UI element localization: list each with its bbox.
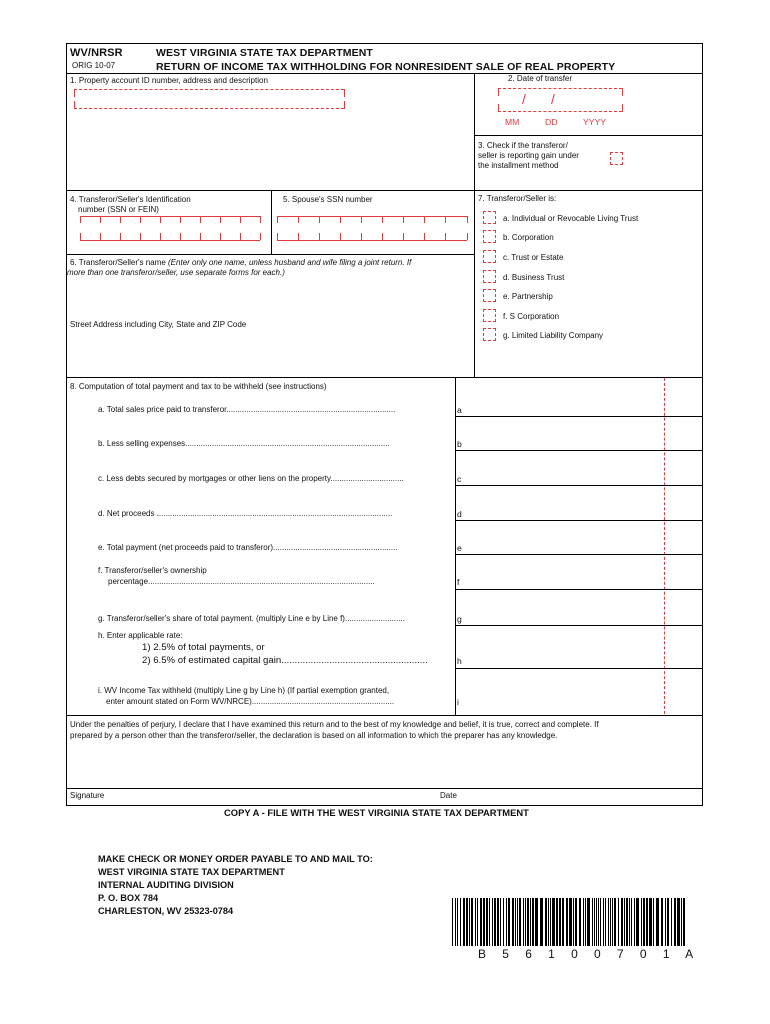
rule-section6: [66, 254, 474, 255]
amount-column-guide: [664, 378, 665, 714]
checkbox-corporation[interactable]: [483, 230, 496, 243]
form-title: RETURN OF INCOME TAX WITHHOLDING FOR NONRESIDENT SALE OF REAL PROPERTY: [156, 61, 616, 73]
line-d-input[interactable]: [470, 497, 660, 519]
seller-id-label-2: number (SSN or FEIN): [78, 205, 159, 214]
line-f-rule: [455, 589, 703, 590]
rule-date: [474, 135, 703, 136]
date-dd-label: DD: [545, 117, 558, 127]
rule-section8: [66, 377, 703, 378]
line-i-input[interactable]: [470, 688, 660, 710]
seller-type-d: d. Business Trust: [503, 273, 565, 282]
installment-label-2: seller is reporting gain under: [478, 151, 579, 160]
transfer-date-label: 2. Date of transfer: [508, 74, 573, 83]
checkbox-trust-estate[interactable]: [483, 250, 496, 263]
rule-declaration: [66, 715, 703, 716]
seller-id-label-1: 4. Transferor/Seller's Identification: [70, 195, 191, 204]
rule-signature: [66, 788, 703, 789]
barcode-graphic: [450, 898, 690, 948]
form-revision: ORIG 10-07: [72, 61, 116, 70]
date-label: Date: [440, 791, 457, 800]
line-h-letter: h: [457, 656, 462, 666]
line-b-letter: b: [457, 439, 462, 449]
line-d-label: d. Net proceeds ..........................................................................................................: [98, 509, 393, 518]
line-f-label-1: f. Transferor/seller's ownership: [98, 566, 207, 575]
line-h-label-2: 1) 2.5% of total payments, or: [142, 642, 265, 653]
line-g-input[interactable]: [470, 601, 660, 623]
date-slash-1: /: [522, 91, 526, 107]
seller-type-e: e. Partnership: [503, 292, 553, 301]
line-d-rule: [455, 520, 703, 521]
line-d-letter: d: [457, 509, 462, 519]
line-b-input[interactable]: [470, 427, 660, 449]
line-h-label-3: 2) 6.5% of estimated capital gain.......................................................: [142, 655, 428, 666]
line-c-label: c. Less debts secured by mortgages or other liens on the property.................................: [98, 474, 404, 483]
checkbox-business-trust[interactable]: [483, 270, 496, 283]
line-i-letter: i: [457, 697, 459, 707]
seller-name-note: more than one transferor/seller, use separate forms for each.): [67, 268, 285, 277]
rule-section4: [66, 190, 703, 191]
mail-to-line-3: INTERNAL AUDITING DIVISION: [98, 880, 234, 890]
date-signed-field[interactable]: [495, 745, 695, 785]
line-i-label-1: i. WV Income Tax withheld (multiply Line g by Line h) (If partial exemption granted,: [98, 686, 390, 695]
seller-type-g: g. Limited Liability Company: [503, 331, 604, 340]
line-h-input[interactable]: [470, 644, 660, 666]
checkbox-llc[interactable]: [483, 328, 496, 341]
line-f-input[interactable]: [470, 565, 660, 587]
seller-type-b: b. Corporation: [503, 233, 554, 242]
line-h-label-1: h. Enter applicable rate:: [98, 631, 183, 640]
date-yyyy-label: YYYY: [583, 117, 606, 127]
line-a-rule: [455, 416, 703, 417]
mail-to-line-4: P. O. BOX 784: [98, 893, 159, 903]
spouse-ssn-label: 5. Spouse's SSN number: [283, 195, 373, 204]
line-b-rule: [455, 450, 703, 451]
installment-label-1: 3. Check if the transferor/: [478, 141, 568, 150]
line-c-letter: c: [457, 474, 462, 484]
line-f-letter: f: [457, 577, 460, 587]
line-c-rule: [455, 485, 703, 486]
line-a-letter: a: [457, 405, 462, 415]
copy-notice: COPY A - FILE WITH THE WEST VIRGINIA STATE TAX DEPARTMENT: [224, 807, 529, 818]
line-a-input[interactable]: [470, 393, 660, 415]
installment-checkbox[interactable]: [610, 152, 623, 165]
line-h-rule: [455, 668, 703, 669]
signature-field[interactable]: [70, 745, 490, 785]
checkbox-partnership[interactable]: [483, 289, 496, 302]
line-e-input[interactable]: [470, 531, 660, 553]
rule-header: [66, 73, 703, 74]
line-g-letter: g: [457, 614, 462, 624]
seller-is-label: 7. Transferor/Seller is:: [478, 194, 557, 203]
barcode-text: B 5 6 1 0 0 7 0 1 A: [478, 947, 697, 961]
seller-type-a: a. Individual or Revocable Living Trust: [503, 214, 639, 223]
seller-type-c: c. Trust or Estate: [503, 253, 564, 262]
checkbox-s-corporation[interactable]: [483, 309, 496, 322]
rule-letter-col: [455, 377, 456, 715]
declaration-text-2: prepared by a person other than the transferor/seller, the declaration is based on all information to which the preparer has any knowledge.: [70, 731, 558, 740]
line-i-label-2: enter amount stated on Form WV/NRCE)................................................................: [106, 697, 395, 706]
signature-label: Signature: [70, 791, 105, 800]
declaration-text-1: Under the penalties of perjury, I declare that I have examined this return and to the best of my knowledge and belief, it is true, correct and complete. If: [70, 720, 599, 729]
line-e-letter: e: [457, 543, 462, 553]
mail-to-line-5: CHARLESTON, WV 25323-0784: [98, 906, 234, 916]
installment-label-3: the installment method: [478, 161, 559, 170]
rule-right-column: [474, 73, 475, 378]
line-c-input[interactable]: [470, 462, 660, 484]
line-g-rule: [455, 625, 703, 626]
checkbox-individual[interactable]: [483, 211, 496, 224]
property-label: 1. Property account ID number, address and description: [70, 76, 268, 85]
date-slash-2: /: [551, 91, 555, 107]
line-f-label-2: percentage......................................................................................................: [108, 577, 375, 586]
mail-to-line-2: WEST VIRGINIA STATE TAX DEPARTMENT: [98, 867, 285, 877]
line-g-label: g. Transferor/seller's share of total payment. (multiply Line e by Line f)...........................: [98, 614, 405, 623]
line-a-label: a. Total sales price paid to transferor............................................................................: [98, 405, 396, 414]
seller-type-f: f. S Corporation: [503, 312, 560, 321]
line-e-rule: [455, 554, 703, 555]
computation-heading: 8. Computation of total payment and tax to be withheld (see instructions): [70, 382, 327, 391]
form-id: WV/NRSR: [70, 47, 123, 59]
line-b-label: b. Less selling expenses............................................................................................: [98, 439, 390, 448]
line-e-label: e. Total payment (net proceeds paid to transferor)........................................................: [98, 543, 398, 552]
rule-ssn-split: [271, 190, 272, 254]
date-mm-label: MM: [505, 117, 520, 127]
street-address-label: Street Address including City, State and ZIP Code: [70, 320, 247, 329]
mail-to-line-1: MAKE CHECK OR MONEY ORDER PAYABLE TO AND MAIL TO:: [98, 854, 373, 864]
seller-name-label: 6. Transferor/Seller's name (Enter only one name, unless husband and wife filing a joint return. If: [70, 258, 412, 267]
department-name: WEST VIRGINIA STATE TAX DEPARTMENT: [156, 47, 373, 59]
